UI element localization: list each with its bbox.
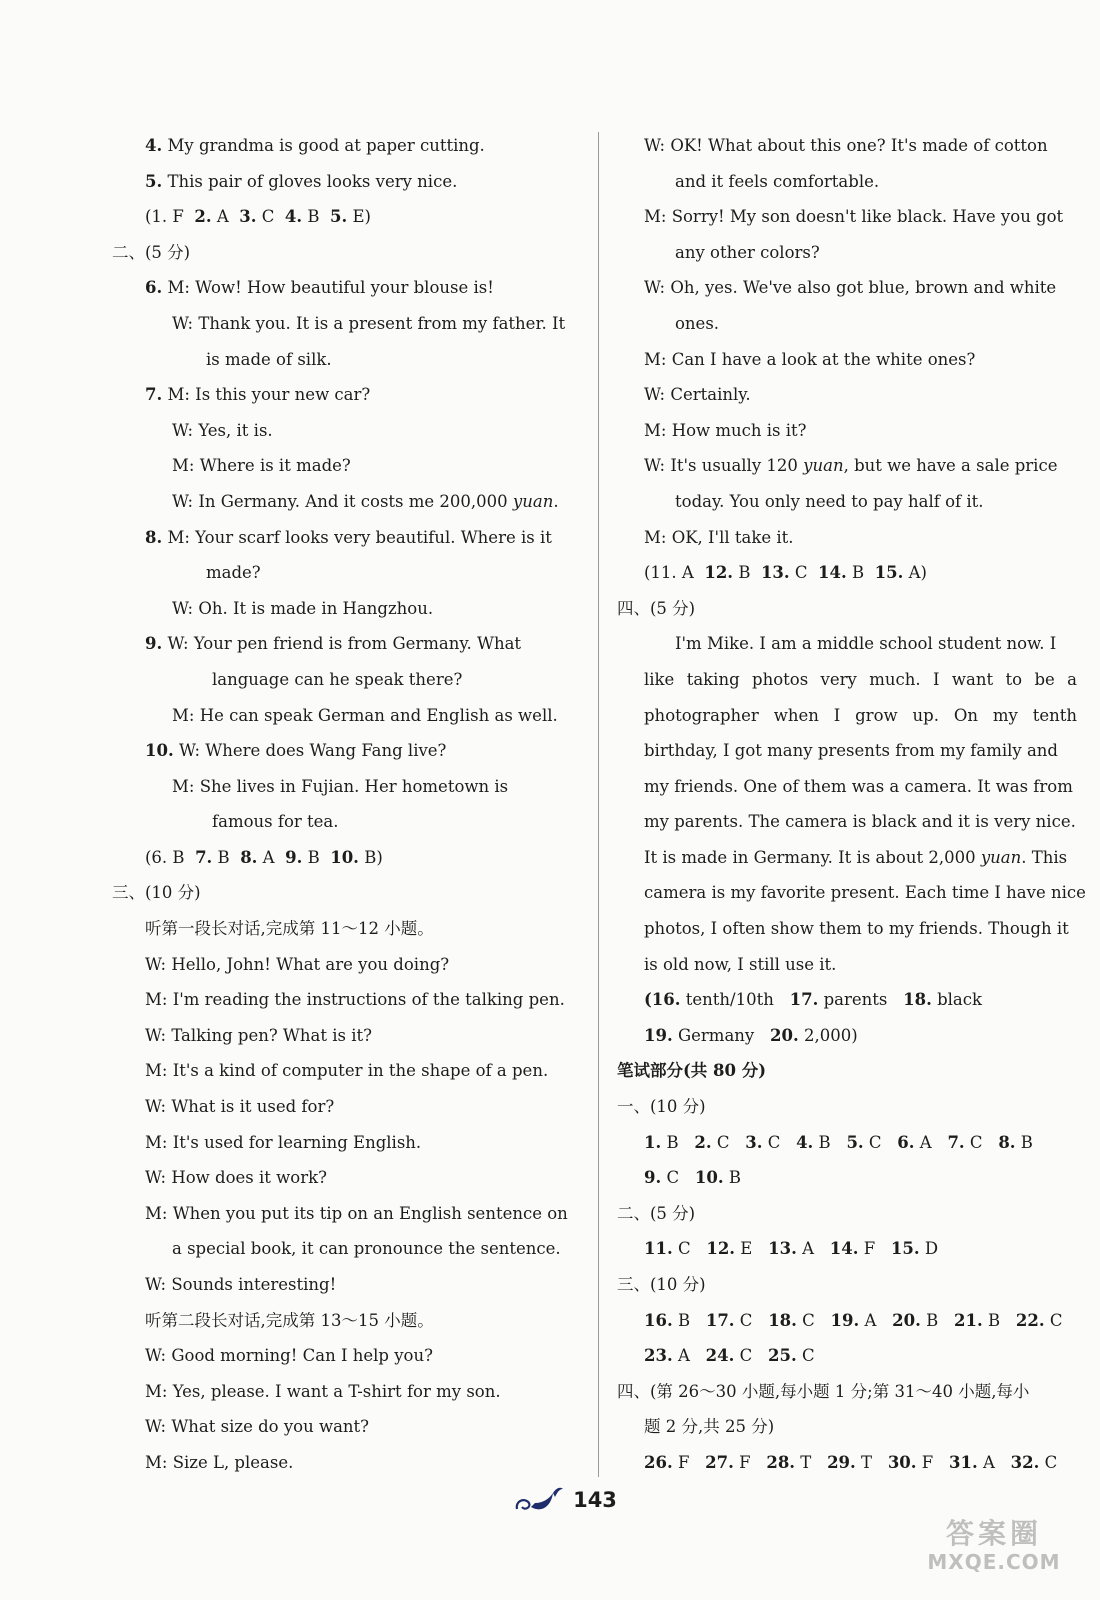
item-answer: F xyxy=(672,1452,690,1472)
dialogue-line: W: Good morning! Can I help you? xyxy=(145,1346,433,1366)
answer-line: 4. My grandma is good at paper cutting. xyxy=(145,136,485,155)
instruction-line: 听第一段长对话,完成第 11～12 小题。 xyxy=(145,919,434,939)
dialogue-line: M: She lives in Fujian. Her hometown is xyxy=(172,776,509,796)
item-answer: B xyxy=(1015,1132,1033,1152)
dialogue-line: language can he speak there? xyxy=(212,669,463,689)
item-answer: B xyxy=(672,1310,691,1330)
dialogue-line: any other colors? xyxy=(675,242,820,262)
dialogue-line: famous for tea. xyxy=(212,812,339,832)
item-answer: F xyxy=(733,1452,751,1472)
item-answer: B xyxy=(982,1310,1001,1330)
dialogue-line: W: Talking pen? What is it? xyxy=(145,1025,372,1045)
item-number: 16. xyxy=(644,1310,673,1330)
passage-line: like taking photos very much. I want to be a xyxy=(644,669,1077,689)
section-heading: 二、(5 分) xyxy=(112,242,191,262)
section-heading: 二、(5 分) xyxy=(617,1203,696,1223)
item-number: 29. xyxy=(827,1452,856,1472)
watermark-title: 答案圈 xyxy=(945,1517,1042,1550)
left-column xyxy=(112,128,582,1481)
item-number: 32. xyxy=(1010,1452,1040,1472)
answer-key-line: (6. B 7. B 8. A 9. B 10. B) xyxy=(145,847,383,867)
dialogue-line: M: Yes, please. I want a T-shirt for my son. xyxy=(145,1381,501,1401)
dialogue-line: today. You only need to pay half of it. xyxy=(675,491,984,511)
answer-key-line xyxy=(617,1231,1077,1267)
item-answer: A xyxy=(977,1452,995,1472)
passage-line: photos, I often show them to my friends. Though it xyxy=(644,919,1069,939)
dialogue-line: 9. W: Your pen friend is from Germany. What xyxy=(145,634,522,654)
item-number: 27. xyxy=(705,1452,734,1472)
dialogue-line: M: It's used for learning English. xyxy=(145,1132,422,1152)
item-number: 2. xyxy=(694,1132,712,1152)
dialogue-line: M: How much is it? xyxy=(644,420,807,440)
dialogue-line: M: Size L, please. xyxy=(145,1452,294,1472)
item-number: 24. xyxy=(705,1346,735,1366)
dialogue-line: M: OK, I'll take it. xyxy=(644,527,794,547)
item-number: 22. xyxy=(1015,1310,1045,1330)
passage-line: my friends. One of them was a camera. It was from xyxy=(644,776,1073,796)
answer-key-line: (1. F 2. A 3. C 4. B 5. E) xyxy=(145,207,371,227)
dialogue-line: W: In Germany. And it costs me 200,000 yuan. xyxy=(172,491,559,511)
item-answer: C xyxy=(964,1132,983,1152)
item-answer: F xyxy=(858,1239,876,1259)
section-heading: 三、(10 分) xyxy=(617,1275,706,1294)
dialogue-line: W: Sounds interesting! xyxy=(145,1275,337,1294)
dialogue-line: W: Oh, yes. We've also got blue, brown and white xyxy=(644,278,1057,298)
item-answer: C xyxy=(672,1239,691,1259)
item-answer: T xyxy=(795,1452,812,1472)
dialogue-line: W: What size do you want? xyxy=(145,1417,370,1437)
section-heading: 三、(10 分) xyxy=(112,883,201,903)
right-column xyxy=(617,128,1086,1481)
item-answer: E xyxy=(735,1239,753,1259)
item-number: 28. xyxy=(766,1452,796,1472)
section-heading: 题 2 分,共 25 分) xyxy=(644,1417,775,1437)
item-number: 17. xyxy=(705,1310,735,1330)
section-heading: 四、(5 分) xyxy=(617,598,696,618)
item-number: 10. xyxy=(694,1168,724,1188)
item-answer: F xyxy=(916,1452,934,1472)
watermark-url: MXQE.COM xyxy=(927,1550,1061,1574)
section-heading: 一、(10 分) xyxy=(617,1097,706,1117)
page-footer xyxy=(480,1478,650,1522)
item-number: 8. xyxy=(998,1132,1016,1152)
answer-key-line xyxy=(617,1125,1077,1161)
item-answer: C xyxy=(1044,1310,1063,1330)
item-answer: C xyxy=(661,1168,680,1188)
item-number: 20. xyxy=(892,1310,921,1330)
item-answer: A xyxy=(914,1132,932,1152)
item-number: 1. xyxy=(644,1132,662,1152)
item-number: 13. xyxy=(768,1239,797,1259)
passage-line: photographer when I grow up. On my tenth xyxy=(644,705,1077,725)
dialogue-line: M: Sorry! My son doesn't like black. Have you got xyxy=(644,207,1064,227)
passage-line: my parents. The camera is black and it is very nice. xyxy=(644,812,1076,832)
dialogue-line: a special book, it can pronounce the sentence. xyxy=(172,1239,561,1259)
item-answer: B xyxy=(920,1310,939,1330)
watermark-logo xyxy=(914,1518,1074,1578)
item-answer: A xyxy=(672,1346,690,1366)
answer-key-line: (16. tenth/10th 17. parents 18. black xyxy=(644,990,982,1010)
item-answer: C xyxy=(796,1346,815,1366)
dialogue-line: W: Certainly. xyxy=(644,385,751,405)
item-answer: C xyxy=(762,1132,781,1152)
answer-line: 5. This pair of gloves looks very nice. xyxy=(145,171,458,191)
item-answer: B xyxy=(661,1132,679,1152)
passage-line: birthday, I got many presents from my family and xyxy=(644,741,1058,761)
dialogue-line: is made of silk. xyxy=(206,349,332,369)
item-answer: D xyxy=(919,1239,939,1259)
item-answer: C xyxy=(796,1310,815,1330)
item-answer: B xyxy=(813,1132,831,1152)
item-number: 9. xyxy=(644,1168,662,1188)
dialogue-line: 7. M: Is this your new car? xyxy=(145,385,371,405)
passage-line: camera is my favorite present. Each time I have nice xyxy=(644,883,1086,903)
dialogue-line: W: Oh. It is made in Hangzhou. xyxy=(172,598,434,618)
dialogue-line: and it feels comfortable. xyxy=(675,171,880,191)
item-answer: C xyxy=(863,1132,882,1152)
item-answer: A xyxy=(859,1310,877,1330)
item-number: 11. xyxy=(644,1239,673,1259)
item-answer: C xyxy=(734,1310,753,1330)
item-number: 4. xyxy=(796,1132,814,1152)
item-number: 7. xyxy=(947,1132,965,1152)
answer-key-line xyxy=(617,1338,1077,1374)
passage-line: is old now, I still use it. xyxy=(644,954,837,974)
dialogue-line: 8. M: Your scarf looks very beautiful. Where is it xyxy=(145,527,552,547)
item-number: 3. xyxy=(745,1132,763,1152)
item-number: 31. xyxy=(948,1452,978,1472)
dialogue-line: W: Hello, John! What are you doing? xyxy=(145,954,450,974)
dialogue-line: W: Yes, it is. xyxy=(172,420,273,440)
passage-line: It is made in Germany. It is about 2,000 yuan. This xyxy=(644,847,1068,867)
dialogue-line: 6. M: Wow! How beautiful your blouse is! xyxy=(145,278,494,298)
answer-key-line xyxy=(617,1303,1077,1339)
item-number: 23. xyxy=(644,1346,673,1366)
item-answer: T xyxy=(855,1452,873,1472)
dialogue-line: M: Can I have a look at the white ones? xyxy=(644,349,976,369)
dialogue-line: M: It's a kind of computer in the shape of a pen. xyxy=(145,1061,549,1081)
dialogue-line: M: Where is it made? xyxy=(172,456,351,476)
item-answer: B xyxy=(723,1168,741,1188)
dialogue-line: M: When you put its tip on an English sentence on xyxy=(145,1203,568,1223)
item-number: 12. xyxy=(706,1239,736,1259)
instruction-line: 听第二段长对话,完成第 13～15 小题。 xyxy=(145,1310,434,1330)
part-heading: 笔试部分(共 80 分) xyxy=(617,1061,767,1081)
item-number: 15. xyxy=(890,1239,920,1259)
item-number: 30. xyxy=(887,1452,917,1472)
dialogue-line: W: It's usually 120 yuan, but we have a sale price xyxy=(644,456,1058,476)
item-number: 6. xyxy=(897,1132,915,1152)
dialogue-line: W: Thank you. It is a present from my father. It xyxy=(172,313,566,333)
answer-key-line xyxy=(617,1445,1077,1481)
item-number: 21. xyxy=(954,1310,983,1330)
section-heading: 四、(第 26～30 小题,每小题 1 分;第 31～40 小题,每小 xyxy=(617,1381,1030,1401)
item-answer: C xyxy=(734,1346,753,1366)
item-answer: C xyxy=(711,1132,730,1152)
item-answer: A xyxy=(796,1239,814,1259)
item-number: 19. xyxy=(830,1310,860,1330)
dialogue-line: W: How does it work? xyxy=(145,1168,327,1188)
page-number: 143 xyxy=(573,1488,617,1512)
dialogue-line: made? xyxy=(206,563,261,583)
dialogue-line: W: OK! What about this one? It's made of cotton xyxy=(644,136,1048,155)
column-divider xyxy=(598,132,599,1477)
item-number: 14. xyxy=(829,1239,859,1259)
item-answer: C xyxy=(1039,1452,1058,1472)
answer-key-line: 19. Germany 20. 2,000) xyxy=(644,1025,858,1045)
item-number: 18. xyxy=(768,1310,797,1330)
dialogue-line: M: He can speak German and English as well. xyxy=(172,705,558,725)
item-number: 26. xyxy=(644,1452,673,1472)
passage-line: I'm Mike. I am a middle school student now. I xyxy=(675,634,1057,654)
dialogue-line: ones. xyxy=(675,313,720,333)
swirl-ornament-icon xyxy=(513,1483,565,1517)
dialogue-line: W: What is it used for? xyxy=(145,1097,335,1117)
answer-key-line: (11. A 12. B 13. C 14. B 15. A) xyxy=(644,563,927,583)
item-number: 25. xyxy=(767,1346,797,1366)
item-number: 5. xyxy=(846,1132,864,1152)
answer-key-line xyxy=(617,1160,1077,1196)
dialogue-line: M: I'm reading the instructions of the talking pen. xyxy=(145,990,565,1010)
dialogue-line: 10. W: Where does Wang Fang live? xyxy=(145,741,447,761)
